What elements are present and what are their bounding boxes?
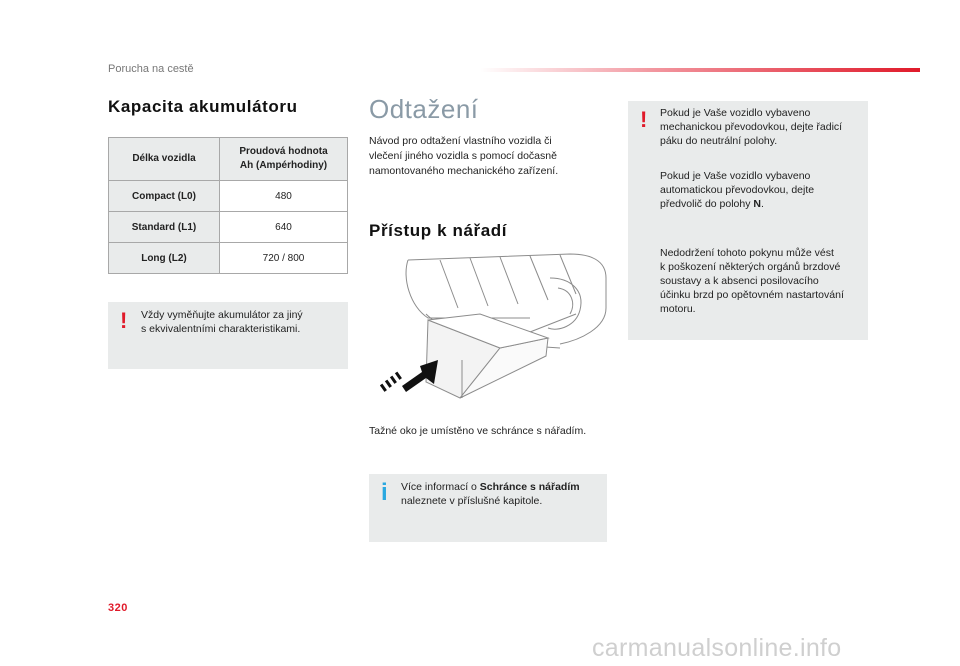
table-row (109, 181, 348, 212)
row-label: Standard (L1) (109, 212, 220, 243)
info-bold-link-text: Schránce s nářadím (479, 481, 580, 493)
warning-line: Pokud je Vaše vozidlo vybaveno (660, 107, 811, 119)
warning-line: motoru. (660, 303, 696, 315)
section-header: Porucha na cestě (108, 63, 194, 75)
table-row (109, 212, 348, 243)
table-row (109, 243, 348, 274)
watermark: carmanualsonline.info (592, 634, 842, 662)
gear-position-n: N (753, 198, 761, 210)
warning-line: mechanickou převodovkou, dejte řadicí (660, 121, 843, 133)
intro-line: vlečení jiného vozidla s pomocí dočasně (369, 150, 557, 162)
warning-line: soustavy a k absenci posilovacího (660, 275, 819, 287)
table-header-row (109, 138, 348, 181)
warning-line: Pokud je Vaše vozidlo vybaveno (660, 170, 811, 182)
warning-line: automatickou převodovkou, dejte (660, 184, 815, 196)
capacity-table (108, 137, 348, 274)
warning-paragraph-consequence (660, 246, 865, 316)
info-line: naleznete v příslušné kapitole. (401, 495, 543, 507)
tool-access-title: Přístup k nářadí (369, 221, 508, 240)
warning-line: páku do neutrální polohy. (660, 135, 778, 147)
warning-line: k poškození některých orgánů brzdové (660, 261, 841, 273)
towing-intro (369, 134, 594, 179)
row-label: Long (L2) (109, 243, 220, 274)
table-header-current-line2: Ah (Ampérhodiny) (239, 160, 328, 171)
toolbox-illustration (380, 248, 610, 400)
row-value: 720 / 800 (220, 243, 348, 274)
table-header-current-line1: Proudová hodnota (239, 146, 328, 157)
header-divider (480, 68, 920, 72)
intro-line: Návod pro odtažení vlastního vozidla či (369, 135, 552, 147)
note-line: s ekvivalentními charakteristikami. (141, 323, 301, 335)
towing-title: Odtažení (369, 94, 479, 124)
tow-eye-caption: Tažné oko je umístěno ve schránce s nářadím. (369, 425, 587, 437)
warning-line: předvolič do polohy (660, 198, 754, 210)
warning-paragraph-automatic (660, 169, 865, 211)
warning-line: Nedodržení tohoto pokynu může vést (660, 247, 834, 259)
info-prefix: Více informací o (401, 481, 480, 493)
info-icon: i (381, 479, 388, 506)
warning-paragraph-manual (660, 106, 865, 148)
warning-line: účinku brzd po opětovném nastartování (660, 289, 844, 301)
warning-icon: ! (640, 107, 648, 132)
capacity-title: Kapacita akumulátoru (108, 97, 298, 116)
table-header-length: Délka vozidla (109, 138, 220, 181)
table-header-current (220, 138, 348, 181)
row-label: Compact (L0) (109, 181, 220, 212)
warning-line-end: . (761, 198, 764, 210)
intro-line: namontovaného mechanického zařízení. (369, 165, 559, 177)
warning-icon: ! (120, 308, 128, 333)
battery-warning-note (108, 302, 348, 369)
toolbox-info-note (369, 474, 607, 542)
gearbox-warning-note (628, 101, 868, 340)
page-number: 320 (108, 602, 128, 614)
row-value: 480 (220, 181, 348, 212)
note-line: Vždy vyměňujte akumulátor za jiný (141, 309, 303, 321)
row-value: 640 (220, 212, 348, 243)
